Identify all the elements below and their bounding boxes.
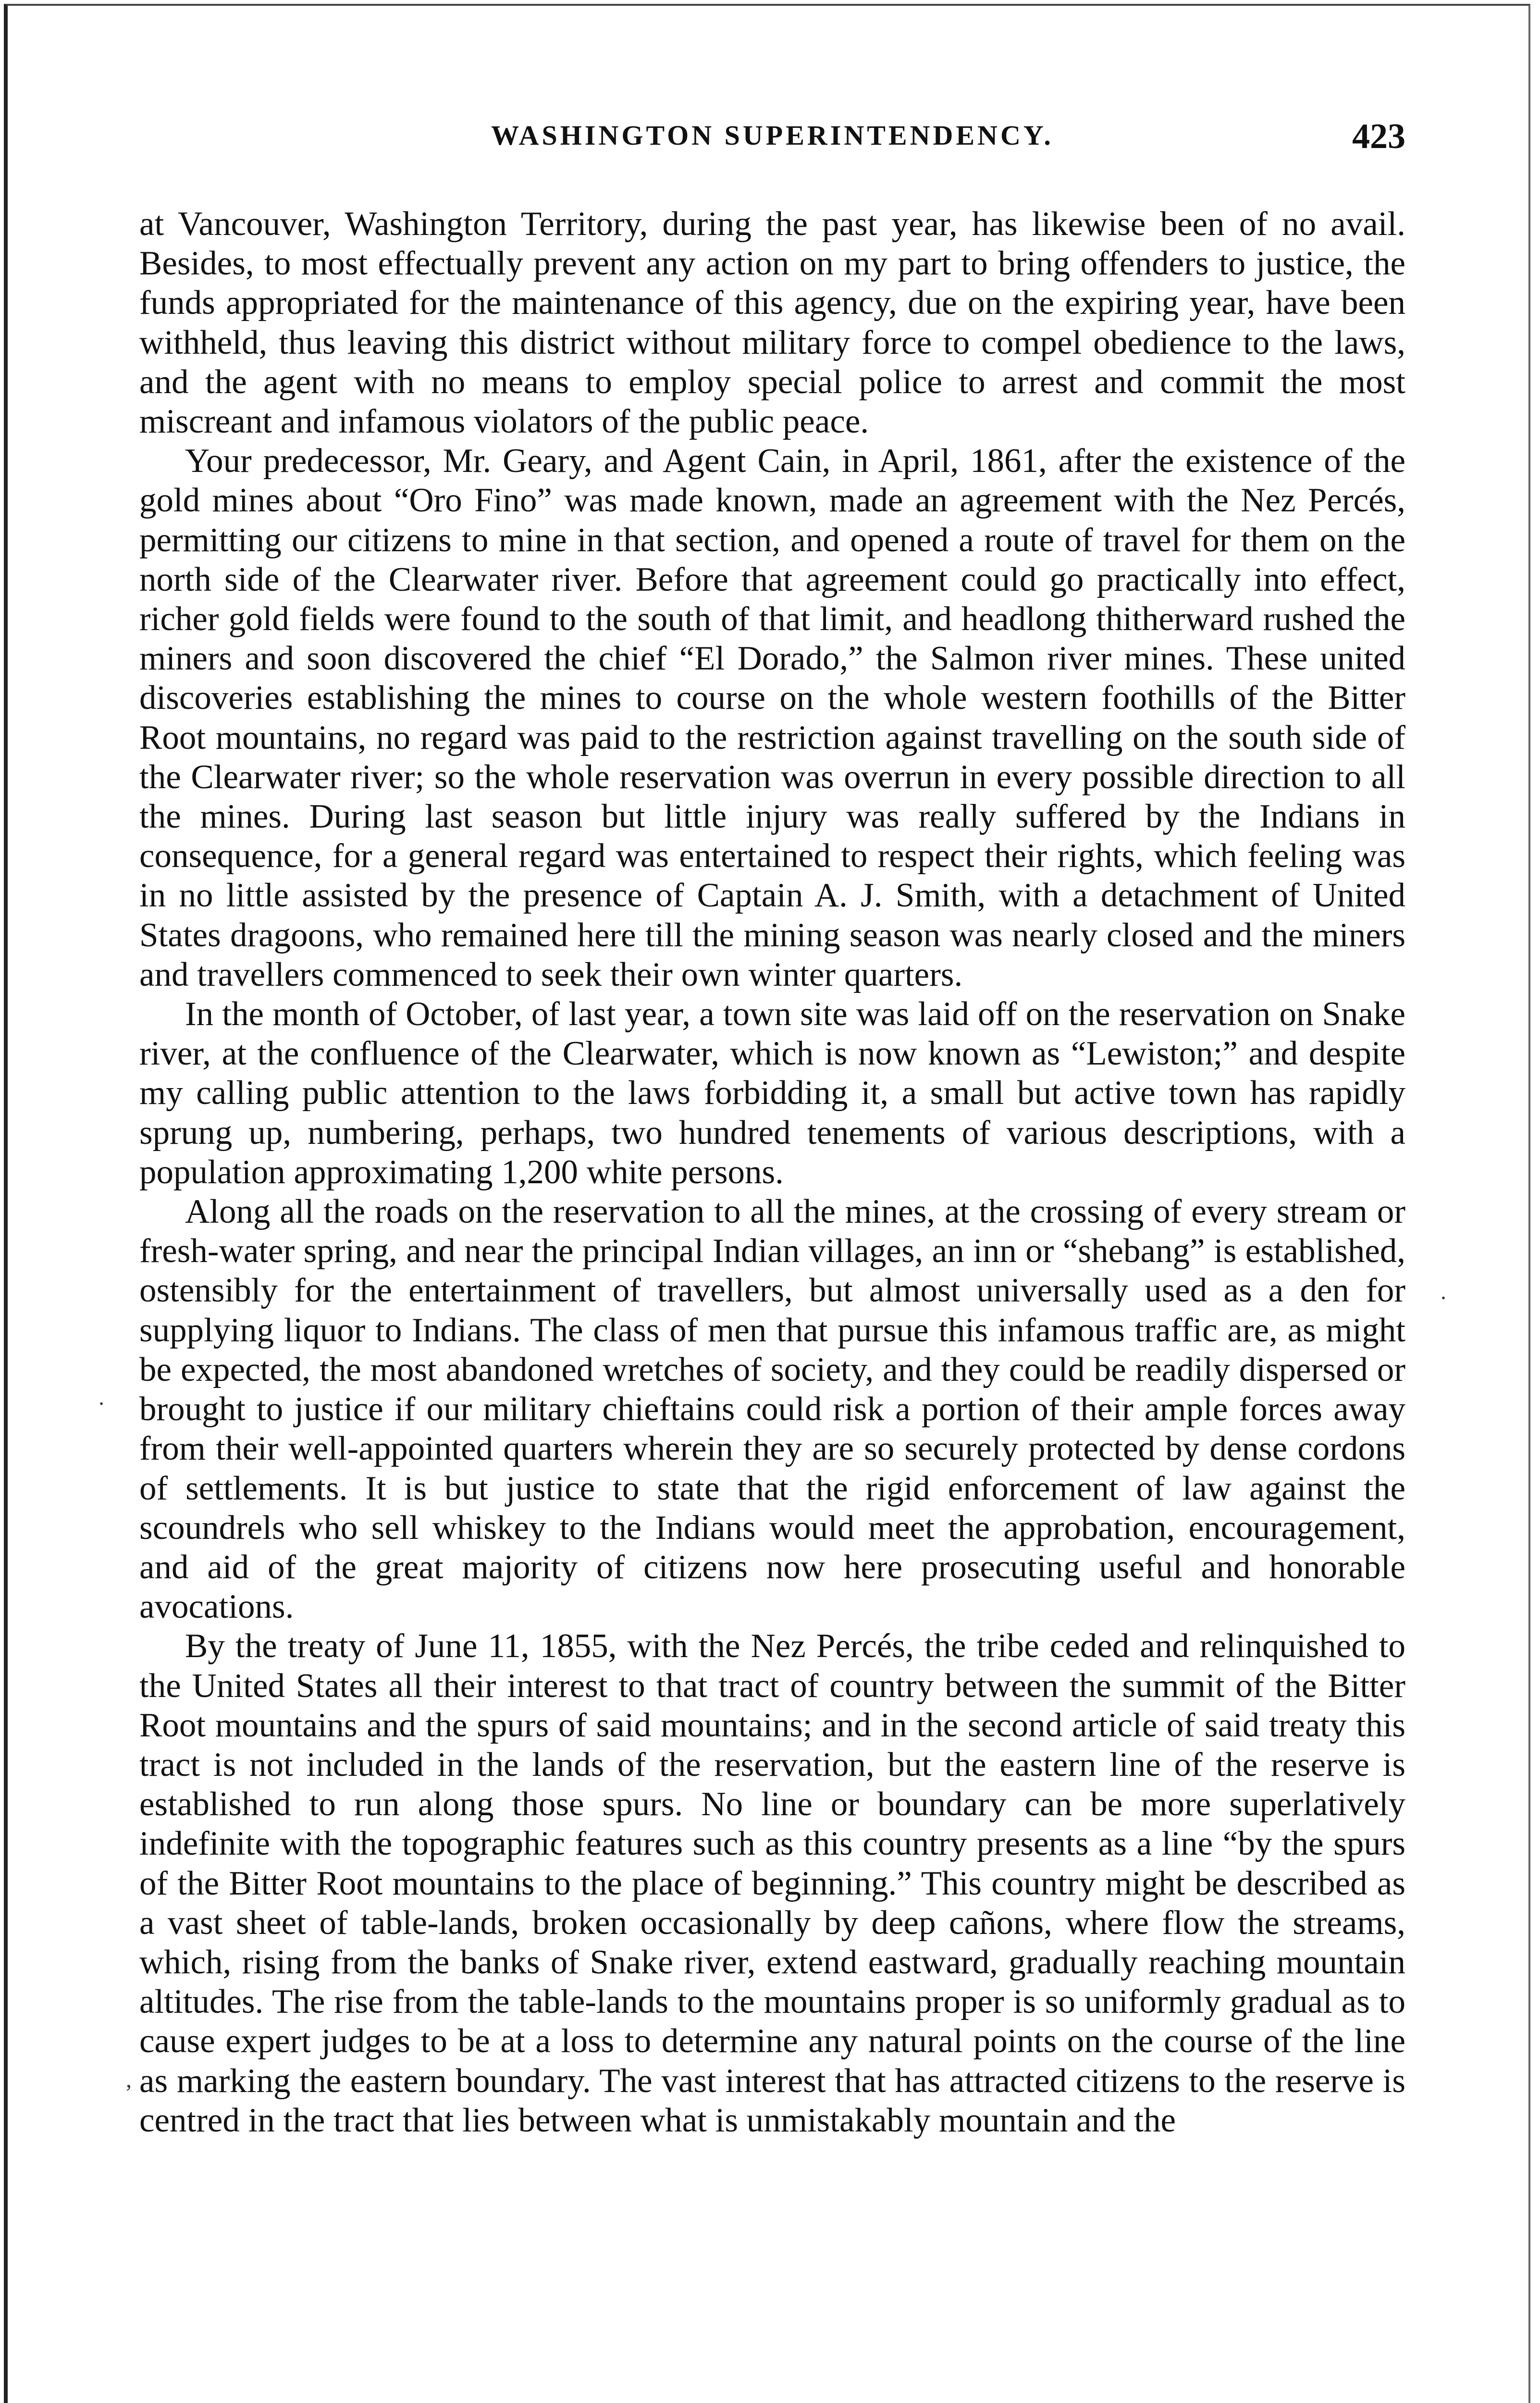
- running-title: WASHINGTON SUPERINTENDENCY.: [491, 120, 1054, 151]
- page-number: 423: [1352, 117, 1405, 156]
- paragraph: By the treaty of June 11, 1855, with the Nez Percés, the tribe ceded and relinquished to the United States all their interest to that tract of country between the summit of the Bitter Root mountains and the spurs of said mountains; and in the second article of said treaty this tract is not included in the lands of the reservation, but the eastern line of the reserve is established to run along those spurs. No line or boundary can be more superlatively indefinite with the topographic features such as this country presents as a line “by the spurs of the Bitter Root mountains to the place of beginning.” This country might be described as a vast sheet of table-lands, broken occasionally by deep cañons, where flow the streams, which, rising from the banks of Snake river, extend eastward, gradually reaching mountain altitudes. The rise from the table-lands to the mountains proper is so uniformly gradual as to cause expert judges to be at a loss to determine any natural points on the course of the line as marking the eastern boundary. The vast interest that has attracted citizens to the reserve is centred in the tract that lies between what is unmistakably mountain and the: [139, 1627, 1405, 2139]
- paragraph: Along all the roads on the reservation to all the mines, at the crossing of every stream or fresh-water spring, and near the principal Indian villages, an inn or “shebang” is established, ostensibly for the entertainment of travellers, but almost universally used as a den for supplying liquor to Indians. The class of men that pursue this infamous traffic are, as might be expected, the most abandoned wretches of society, and they could be readily dispersed or brought to justice if our military chieftains could risk a portion of their ample forces away from their well-appointed quarters wherein they are so securely protected by dense cordons of settlements. It is but justice to state that the rigid enforcement of law against the scoundrels who sell whiskey to the Indians would meet the approbation, encouragement, and aid of the great majority of citizens now here prosecuting useful and honorable avocations.: [139, 1193, 1405, 1626]
- document-body: [139, 204, 1405, 2140]
- paragraph-continued: at Vancouver, Washington Territory, during the past year, has likewise been of no avail. Besides, to most effectually prevent any action on my part to bring offenders to justice, the funds appropriated for the maintenance of this agency, due on the expiring year, have been withheld, thus leaving this district without military force to compel obedience to the laws, and the agent with no means to employ special police to arrest and commit the most miscreant and infamous violators of the public peace.: [139, 205, 1405, 441]
- margin-speck: .: [99, 1385, 104, 1410]
- paragraph: Your predecessor, Mr. Geary, and Agent Cain, in April, 1861, after the existence of the gold mines about “Oro Fino” was made known, made an agreement with the Nez Percés, permitting our citizens to mine in that section, and opened a route of travel for them on the north side of the Clearwater river. Before that agreement could go practically into effect, richer gold fields were found to the south of that limit, and headlong thitherward rushed the miners and soon discovered the chief “El Dorado,” the Salmon river mines. These united discoveries establishing the mines to course on the whole western foothills of the Bitter Root mountains, no regard was paid to the restriction against travelling on the south side of the Clearwater river; so the whole reservation was overrun in every possible direction to all the mines. During last season but little injury was really suffered by the Indians in consequence, for a general regard was entertained to respect their rights, which feeling was in no little assisted by the presence of Captain A. J. Smith, with a detachment of United States dragoons, who remained here till the mining season was nearly closed and the miners and travellers commenced to seek their own winter quarters.: [139, 442, 1405, 993]
- margin-speck: ,: [126, 2067, 132, 2093]
- paragraph: In the month of October, of last year, a town site was laid off on the reservation on Snake river, at the confluence of the Clearwater, which is now known as “Lewiston;” and despite my calling public attention to the laws forbidding it, a small but active town has rapidly sprung up, numbering, perhaps, two hundred tenements of various descriptions, with a population approximating 1,200 white persons.: [139, 995, 1405, 1191]
- margin-speck: .: [1441, 1279, 1446, 1304]
- page-header: [139, 119, 1405, 158]
